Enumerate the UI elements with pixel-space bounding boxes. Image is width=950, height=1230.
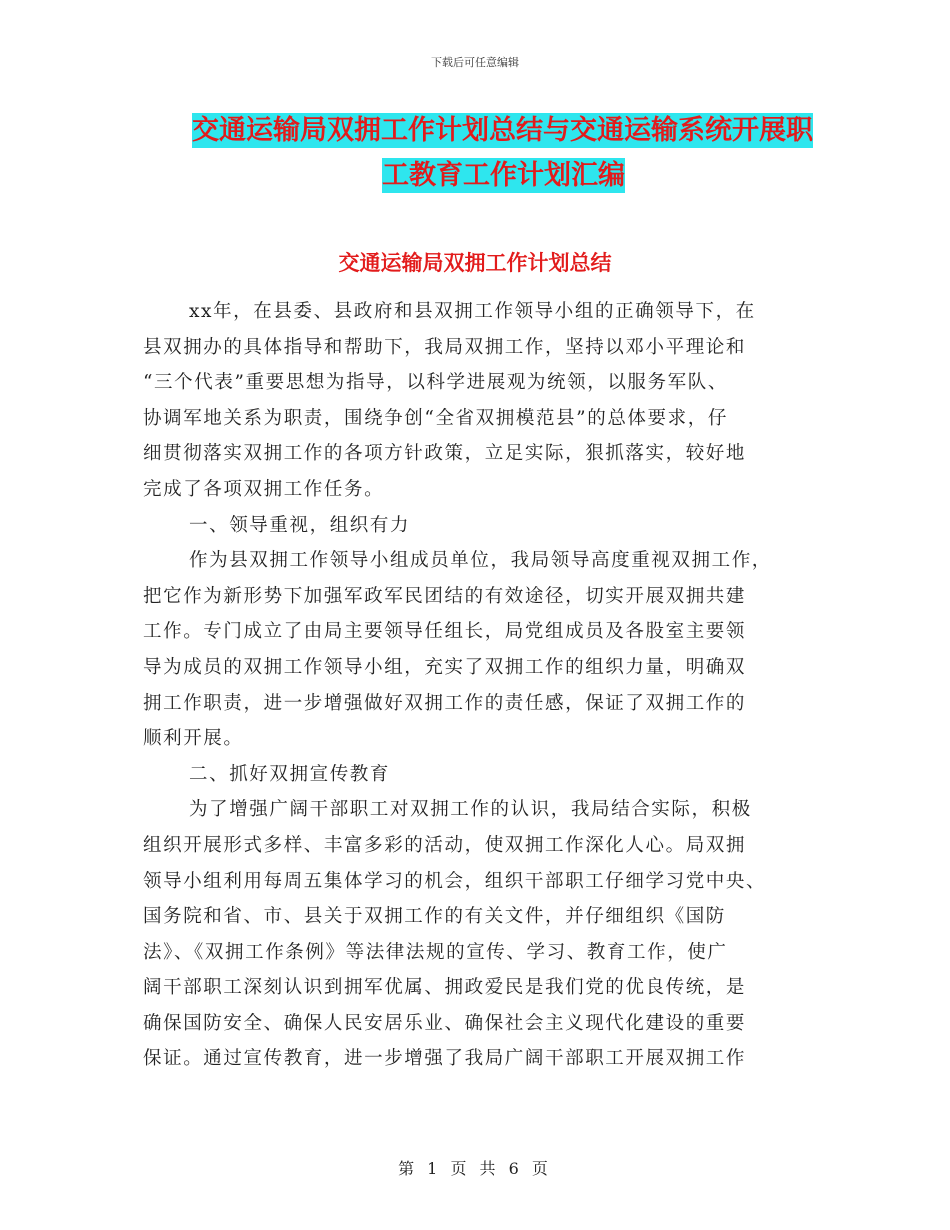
main-title-line-2: 工教育工作计划汇编	[382, 160, 625, 191]
paragraph-2-line-6: 顺利开展。	[143, 728, 244, 750]
paragraph-2-line-4: 导为成员的双拥工作领导小组，充实了双拥工作的组织力量，明确双	[143, 656, 747, 678]
paragraph-1-line-6: 完成了各项双拥工作任务。	[143, 478, 385, 500]
header-note: 下载后可任意编辑	[431, 56, 519, 69]
section-title: 交通运输局双拥工作计划总结	[338, 251, 612, 275]
paragraph-3-line-5: 法》、《双拥工作条例》等法律法规的宣传、学习、教育工作，使广	[143, 941, 728, 963]
paragraph-2-line-1: 作为县双拥工作领导小组成员单位，我局领导高度重视双拥工作，	[189, 550, 772, 572]
paragraph-3-line-4: 国务院和省、市、县关于双拥工作的有关文件，并仔细组织《国防	[143, 906, 726, 928]
page-number-footer: 第 1 页 共 6 页	[398, 1159, 552, 1178]
paragraph-1-line-5: 细贯彻落实双拥工作的各项方针政策，立足实际，狠抓落实，较好地	[143, 443, 747, 465]
paragraph-3-line-3: 领导小组利用每周五集体学习的机会，组织干部职工仔细学习党中央、	[143, 870, 767, 892]
heading-1: 一、领导重视，组织有力	[189, 514, 411, 536]
heading-2: 二、抓好双拥宣传教育	[189, 763, 391, 785]
paragraph-3-line-6: 阔干部职工深刻认识到拥军优属、拥政爱民是我们党的优良传统，是	[143, 977, 747, 999]
paragraph-1-line-1: xx年，在县委、县政府和县双拥工作领导小组的正确领导下，在	[189, 301, 756, 322]
paragraph-3-line-1: 为了增强广阔干部职工对双拥工作的认识，我局结合实际，积极	[189, 799, 752, 821]
paragraph-1-line-2: 县双拥办的具体指导和帮助下，我局双拥工作，坚持以邓小平理论和	[143, 336, 747, 358]
paragraph-3-line-2: 组织开展形式多样、丰富多彩的活动，使双拥工作深化人心。局双拥	[143, 834, 747, 856]
paragraph-3-line-8: 保证。通过宣传教育，进一步增强了我局广阔干部职工开展双拥工作	[143, 1048, 747, 1070]
paragraph-2-line-2: 把它作为新形势下加强军政军民团结的有效途径，切实开展双拥共建	[143, 585, 747, 607]
document-main-title	[192, 108, 812, 198]
paragraph-2-line-3: 工作。专门成立了由局主要领导任组长，局党组成员及各股室主要领	[143, 621, 747, 643]
document-body	[143, 294, 803, 1077]
paragraph-1-line-4: 协调军地关系为职责，围绕争创“全省双拥模范县”的总体要求，仔	[143, 407, 728, 429]
paragraph-2-line-5: 拥工作职责，进一步增强做好双拥工作的责任感，保证了双拥工作的	[143, 692, 747, 714]
main-title-line-1: 交通运输局双拥工作计划总结与交通运输系统开展职	[192, 115, 813, 146]
paragraph-1-line-3: “三个代表”重要思想为指导，以科学进展观为统领，以服务军队、	[143, 372, 728, 394]
paragraph-3-line-7: 确保国防安全、确保人民安居乐业、确保社会主义现代化建设的重要	[143, 1012, 747, 1034]
